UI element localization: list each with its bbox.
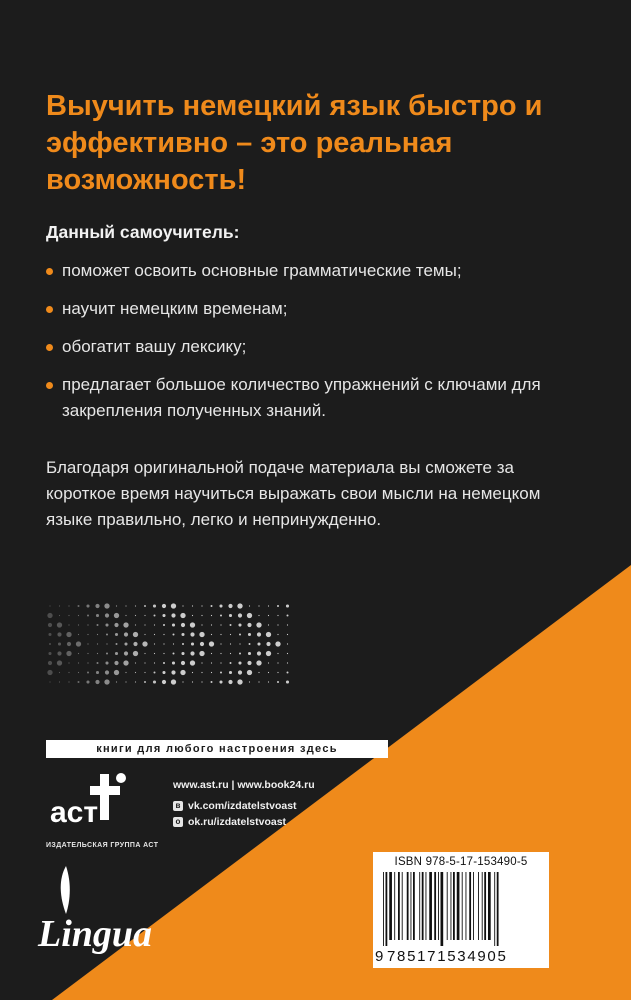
lingua-logo <box>36 858 196 958</box>
tagline-bar: книги для любого настроения здесь <box>46 740 388 758</box>
barcode-first-digit: 9 <box>375 948 384 965</box>
feature-list <box>46 258 606 436</box>
feature-item: обогатит вашу лексику; <box>46 334 606 360</box>
vk-link[interactable]: в vk.com/ izdatelstvoast <box>173 800 297 812</box>
ast-logo <box>48 772 128 838</box>
bullet-dot-icon <box>46 344 53 351</box>
website-links[interactable]: www.ast.ru | www.book24.ru <box>173 779 315 791</box>
feature-item: предлагает большое количество упражнений с ключами для закрепления полученных знаний. <box>46 372 606 424</box>
bullet-dot-icon <box>46 306 53 313</box>
lingua-logo-text: Lingua <box>38 913 153 955</box>
ast-logo-text: аст <box>50 796 99 829</box>
vk-icon: в <box>173 801 183 811</box>
description-paragraph: Благодаря оригинальной подаче материала вы сможете за короткое время научиться выражать свои мысли на немецком языке правильно, легко и непринужденно. <box>46 458 541 529</box>
ok-link[interactable]: о ok.ru/ izdatelstvoast <box>173 816 286 828</box>
ok-icon: о <box>173 817 183 827</box>
dotted-chevrons-decoration <box>46 600 306 690</box>
headline: Выучить немецкий язык быстро и эффективно – это реальная возможность! <box>46 90 543 196</box>
publisher-label: ИЗДАТЕЛЬСКАЯ ГРУППА АСТ <box>46 842 159 849</box>
feature-item: научит немецким временам; <box>46 296 606 322</box>
bullet-dot-icon <box>46 382 53 389</box>
barcode-digits: 785171534905 <box>387 948 508 965</box>
bullet-dot-icon <box>46 268 53 275</box>
intro-heading: Данный самоучитель: <box>46 222 240 242</box>
isbn-number: ISBN 978-5-17-153490-5 <box>394 856 528 868</box>
barcode-box <box>373 852 549 968</box>
barcode-bars <box>381 872 541 946</box>
feature-item: поможет освоить основные грамматические темы; <box>46 258 606 284</box>
